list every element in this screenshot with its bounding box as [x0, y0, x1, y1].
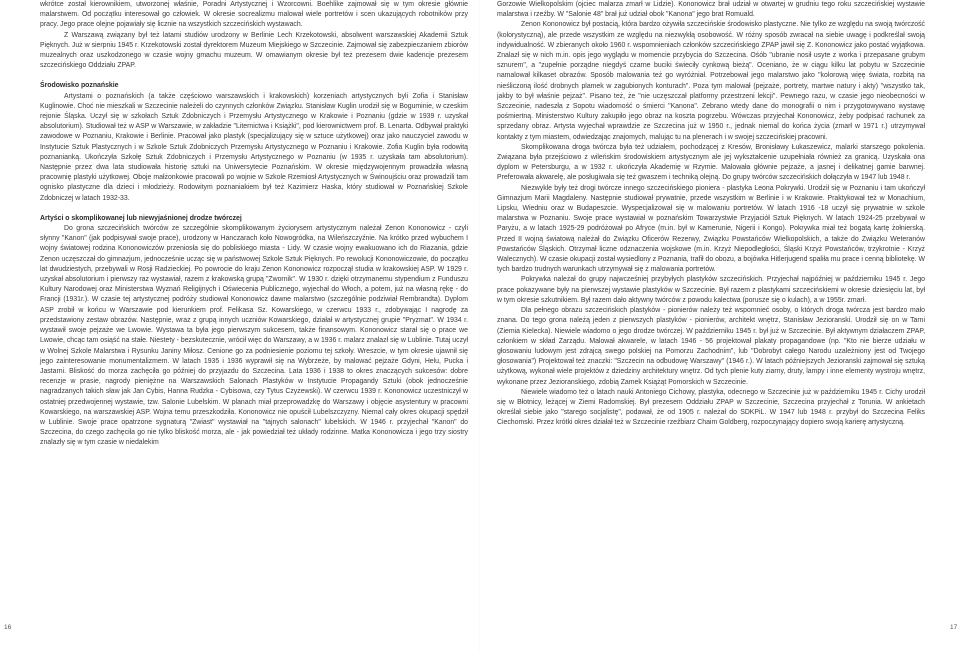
page-gutter	[479, 0, 480, 651]
paragraph: Do grona szczecińskich twórców ze szczególnie skomplikowanym życiorysem artystycznym należał Zenon Kononowicz - czyli słynny "Kanon" (jak podpisywał swoje prace), urodzony w Hanczarach koło Nowogródka, na Wileńszczyźnie. Na krótko przed wybuchem I wojny światowej rodzina Kononowiczów przeniosła się do pobliskiego miasta - Lidy. W czasie wojny ewakuowano ich do Riazania, gdzie Zenon uczęszczał do gimnazjum, jednocześnie ucząc się w państwowej Szkole Sztuk Pięknych. Po rewolucji Kononowiczowie, do początku lat dwudziestych, przebywali w Rosji Radzieckiej. Po powrocie do kraju Zenon Kononowicz rozpoczął studia w krakowskiej ASP. W 1929 r. uzyskał absolutorium i pierwszy raz wystawiał, razem z krakowską grupą "Zwornik". W 1930 r. dzięki otrzymanemu stypendium z Funduszu Kultury Narodowej oraz Ministerstwa Wyznań Religijnych i Oświecenia Publicznego, wyjechał do Włoch, a potem, już na własną rękę - do Francji (1931r.). W czasie tej artystycznej podróży studiował Kononowicz dawne malarstwo (szczególnie podziwiał Rembrandta). Dyplom ASP zrobił w końcu w Warszawie pod kierunkiem prof. Felikasa Sz. Kowarskiego, w czerwcu 1933 r., zdobywając I nagrodę za przedstawiony zestaw obrazów. Następnie, wraz z grupą innych uczniów Kowarskiego, działał w artystycznej grupie "Pryzmat". W 1934 r. wystawił swoje pejzaże we Lwowie. Wystawa ta była jego pierwszym sukcesem, także finansowym. Kononowicz starał się o prace we Lwowie, chcąc tam osiąść na stałe. Niestety - bezskutecznie, wrócił więc do Warszawy, a w 1936 r. malarz znalazł się w Lublinie. Tutaj uczył w Wolnej Szkole Malarstwa i Rysunku Janiny Miłosz. Cenione go za podniesienie poziomu tej szkoły. Wreszcie, w tym okresie ujawnił się jego zainteresowanie monumentalizmem. W latach 1935 i 1936 wyprawił się na Wybrzeże, by malować pejzaże Gdyni, Helu, Pucka i Jastarni. Bliskość do morza zachęciła go później do przyjazdu do Szczecina. Lata 1936 i 1938 to okres znaczących sukcesów: dobre recenzje w prasie, nagrody pieniężne na Warszawskich Salonach Plastyków w Instytucie Propagandy Sztuki (obok jednocześnie nagradzanych takich sław jak Jan Cybis, Hanna Rudzka - Cybisowa, czy Tytus Czyżewski). W czerwcu 1939 r. Kononowicz uczestniczył w ostatniej przedwojennej wystawie, tzw. Salonie Lubelskim. W planach miał przeprowadzkę do Warszawy i objęcie asystentury w pracowni Kowarskiego, na warszawskiej ASP. Wojna temu przeszkodziła. Kononowicz nie opuścił Lubelszczyzny. Niemal cały okres okupacji spędził w Lublinie. Swoje prace opatrzone sygnaturą "Zwiast" wystawiał na "tajnych salonach" lubelskich. W 1946 r. przyjechał "Kanon" do Szczecina, do czego zachęciła go nie tylko bliskość morza, ale - jak powiedział też układy rodzinne. Matka Kononowicza i jego trzy siostry znalazły się w tym czasie w niedalekim	[40, 225, 468, 447]
right-page-column	[497, 0, 925, 429]
paragraph: Gorzowie Wielkopolskim (ojciec malarza zmarł w Lidzie). Kononowicz brał udział w otwartej w grudniu tego roku szczecińskiej wystawie malarstwa i rzeźby. W "Salonie 48" brał już udział obok "Kanona" jego brat Romuald.	[497, 1, 925, 19]
page-number-right: 17	[950, 624, 958, 631]
paragraph: Dla pełnego obrazu szczecińskich plastyków - pionierów należy też wspomnieć osoby, o których droga twórcza jest bardzo mało znana. Do tego grona należą jeden z pierwszych plastyków - pionierów, architekt wnętrz, Stanisław Jezioranski. Urodził się on w Tarni (Ziemia Kielecka). Niewiele wiadomo o jego drodze twórczej. W październiku 1945 r. był już w Szczecinie. Był aktywnym działaczem ZPAP, członkiem w skład Zarządu. Malował akwarele, w latach 1946 - 56 projektował plakaty propagandowe (np. "Kto nie bierze udziału w głosowaniu ludowym jest zdrajcą swego polskiej na Pomorzu Zachodnim", lub "Dobrobyt całego Narodu uzależniony jest od Twojego głosowania") Projektował też znaczki: "Szczecin na odbudowę Warszawy" (1946 r.). W latach późniejszych Jezioranski zajmował się sztuką użytkową, wykonał wiele projektów z dziedziny architektury wnętrz. Od tych plenie kuty ziarny, druty, lampy i inne elementy wystroju wnętrz, wykonane przez Jezioranskiego, zdobią Zamek Książąt Pomorskich w Szczecinie.	[497, 307, 925, 386]
paragraph: Artystami o poznańskich (a także częściowo warszawskich i krakowskich) korzeniach artystycznych byli Zofia i Stanisław Kuglinowie. Choć nie mieszkali w Szczecinie należeli do czynnych członków Związku. Stanisław Kuglin urodził się w Boguminie, w czeskim rejonie Śląska. Uczył się w szkołach Sztuk Zdobniczych i Przemysłu Artystycznego w Krakowie i Poznaniu (gdzie w 1939 r. uzyskał absolutorium). Studiował też w ASP w Warszawie, w zakładzie "Liternictwa i Książki", pod kierownictwem prof. B. Lenarta. Odbywał praktyki zawodowe w Poznaniu, Krakowie i Berlinie. Pracował jako plastyk (specjalizujący się w sztuce użytkowej) oraz jako nauczyciel zawodu w Instytucie Sztuk Plastycznych i w Szkole Sztuk Zdobniczych Przemysłu Artystycznego w Poznaniu i Krakowie. Zofia Kuglin była rodowitą poznanianką. Ukończyła Szkołę Sztuk Zdobniczych i Przemysłu Artystycznego w Poznaniu (w 1935 r. uzyskała tam absolutorium). Następnie przez dwa lata studiowała historię sztuki na Uniwersytecie Poznańskim. W okresie międzywojennym prowadziła własną pracownię plastyki użytkowej. Oboje małżonkowie pracowali po wojnie w Szkole Rzemiosł Artystycznych w Świnoujściu oraz prowadzili tam ognisko plastyczne dla dzieci i młodzieży. Rodowitym poznaniakiem był też Kazimierz Haska, który studiował w Poznańskiej Szkole Zdobniczej w latach 1932-33.	[40, 92, 468, 202]
paragraph: wkrótce został kierownikiem, utworzonej właśnie, Poradni Artystycznej i Wzorcowni. Boehlike zajmował się w tym okresie głównie malarstwem. Od początku interesował go człowiek. W okresie socrealizmu malował wiele portretów i scen ukazujących robotników przy pracy. Jego prace olejne pojawiały się licznie na wszystkich szczecińskich wystawach.	[40, 1, 468, 29]
page-number-left: 16	[4, 624, 12, 631]
left-page-column	[40, 0, 468, 449]
paragraph: Zenon Kononowicz był postacią, która bardzo ożywiła szczecińskie środowisko plastyczne. Nie tylko ze względu na swoją twórczość (kolorystyczną), ale przede wszystkim ze względu na niezwykłą osobowość. W różny sposób zwracał na siebie uwagę i podkreślał swoją indywidualność. W zbieranych około 1960 r. wspomnieniach członków szczecińskiego ZPAP jawił się Z. Kononowicz jako postać wyjątkowa. Znalazł się w nich m.in. opis jego wyglądu w momencie przybycia do Szczecina. Ośób "ubranie nosił usyte z worka i przepasane grubym sznurem", a "zupełnie porządne niegdyś czarne buciki świeciły cynkową bieżą". Oceniano, że w ciągu kilku lat pobytu w Szczecinie namalował kilkaset obrazów. Sposób malowania też go wyróżniał. Potrzebował jego malarstwo jako "kolorową więę świata, rozbitą na nieśliczoną ilość drobnych plamek w zagubionych konturach". Poza tym malował (pejzaże, portrety, martwe natury i akty) "wszystko tak, jakby to był właśnie pejzaż". Pisano też, że "nie uczęszczał platformy przestrzeni lekcji". Pewnego razu, w czasie jego nieobecności w Szczecinie, nadeszła z Sopotu wiadomość o śmierci "Kanona". Zebrano wtedy dane do monografii o nim i przygotowywano wystawę pośmiertną. Ministerstwo Kultury zakupiło jego obraz na koszta pogrzebu. Wówczas przyjechał Kononowicz, żeby podpisać rachunek za sprzedany obraz. Artysta wyjechał wprawdzie ze Szczecina już w 1950 r., jednak niemal do końca życia (zmarł w 1971 r.) utrzymywał kontakty z tym miastem, odwiedzając znajomych, malując tu na plenerach i w swojej szczecińskiej pracowni.	[497, 21, 925, 141]
paragraph: Niezwykle były też drogi twórcze innego szczecińskiego pioniera - plastyka Leona Pokrywki. Urodził się w Poznaniu i tam ukończył Gimnazjum Marii Magdaleny. Następnie studiował prywatnie, przede wszystkim w Berlinie i w Krakowie. Praktykował też w Monachium, Lipsku, Wiedniu oraz w Budapeszcie. Wyspecjalizował się w malowaniu portretów. W latach 1916 -18 uczył się prywatnie w szkole malarstwa w Poznaniu. Swoje prace wystawiał w poznańskim Towarzystwie Przyjaciół Sztuk Pięknych. W latach 1924-25 przebywał w Paryżu, a w latach 1925-29 podróżował po Afryce (m.in. był w Kamerunie, Nigerii i Kongo). Pokrywka miał też bogatą kartę żołnierską. Przed II wojną światową należał do Związku Oficerów Rezerwy, Związku Powstańców Wielkopolskich, a także do Związku Weteranów Powstańców Śląskich. Otrzymał liczne odznaczenia wojskowe (m.in. Krzyż Niepodległości, Śląski Krzyż Powstańców, trzykrotnie - Krzyż Walecznych). W czasie okupacji został wysiedlony z Poznania, trafił do obozu, a bojówka Hitlerjugend spaliła mu prace i cenną bibliotekę. W tych bardzo trudnych warunkach utrzymywał się z malowania portretów.	[497, 184, 925, 274]
paragraph: Niewiele wiadomo też o latach nauki Antoniego Cichowy, plastyka, odecnego w Szczecinie już w październiku 1945 r. Cichy urodził się w Błotnicy, leżącej w Ziemi Radomskiej. Był prezesem Oddziału ZPAP w Szczecinie, Szczecina przyjechał z Torunia. W ankietach określał siebie jako "starego socjalistę", podawał, że od 1905 r. należał do SDKPiL. W 1947 lub 1948 r. przybył do Szczecina Feliks Ciechomski. Przez krótki okres działał też w Szczecinie rzeźbiarz Chaim Goldberg, rozpoczynający dopiero swoją karierę artystyczną.	[497, 388, 925, 427]
paragraph: Skomplikowana droga twórcza była też udziałem, pochodzącej z Kresów, Bronisławy Łukaszewicz, malarki starszego pokolenia. Związana była przejściowo z wileńskim środowiskiem artystycznym ale jej wykształcenie uzupełniała również za granicą. Uzyskała ona dyplom w Petersburgu, a w 1932 r. ukończyła Akademię w Rzymie. Malowała głównie pejzaże, a jasnej i delikatnej gamie barwnej. Preferowała akwarelę, ale posługiwała się też gwaszem i techniką olejną. Do grupy twórców szczecińskich dołączyła w 1947 lub 1948 r.	[497, 143, 925, 182]
section-heading: Środowisko poznańskie	[40, 82, 119, 90]
section-heading: Artyści o skomplikowanej lub niewyjaśnionej drodze twórczej	[40, 214, 242, 222]
paragraph: Z Warszawą związany był też latami studiów urodzony w Berlinie Lech Krzekotowski, absolwent warszawskiej Akademii Sztuk Pięknych. Już w sierpniu 1945 r. Krzekotowski został dyrektorem Muzeum Miejskiego w Szczecinie. Zajmował się zabezpieczaniem zbiorów muzealnych oraz uszkodzonego w czasie wojny gmachu muzeum. W omawianym okresie był też prezesem dwie kadencje prezesem szczecińskiego Oddziału ZPAP.	[40, 31, 468, 70]
paragraph: Pokrywka należał do grupy najwcześniej przybyłych plastyków szczecińskich. Przyjechał najpóźniej w październiku 1945 r. Jego prace pokazywane były na pierwszej wystawie plastyków w Szczecinie. Był razem z plastykami szczecińskiemi w okresie dziesięciu lat, był w tym okresie szkutnikiem. Był razem dało aktywny twórców z powodu kalectwa (porusze się o kulach), a w 1955r. zmarł.	[497, 276, 925, 304]
